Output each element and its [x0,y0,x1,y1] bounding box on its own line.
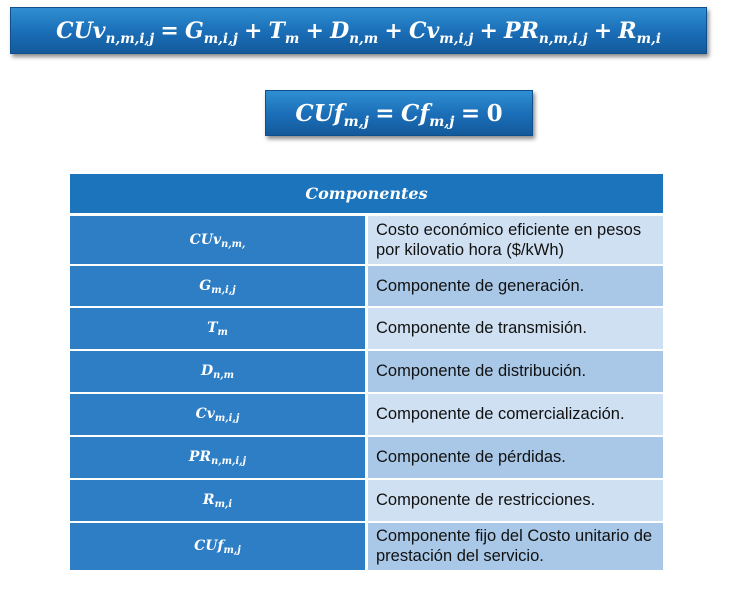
eq1-lhs: CUv$_{n,m,i,j}$ [56,17,155,47]
eq2-equals: = [375,99,395,127]
eq1-term-r: $R_{m,i}$ [618,17,661,47]
component-description: Componente de comercialización. [367,393,664,436]
eq1-term-cv: $Cv_{m,i,j}$ [408,17,474,47]
eq2-middle: $Cf_{m,j}$ [401,99,455,130]
component-symbol: $PR_{n,m,i,j}$ [70,436,367,479]
table-row [70,436,663,479]
eq1-term-d: $D_{n,m}$ [330,17,379,47]
component-symbol: $T_m$ [70,307,367,350]
components-table-header: Componentes [70,174,663,215]
table-row [70,479,663,522]
eq1-term-g: $G_{m,i,j}$ [184,17,238,47]
component-symbol: $Cv_{m,i,j}$ [70,393,367,436]
component-description: Costo económico eficiente en pesos por kilovatio hora ($/kWh) [367,215,664,265]
table-row [70,350,663,393]
table-row [70,393,663,436]
eq2-rhs: 0 [486,99,503,127]
component-description: Componente de distribución. [367,350,664,393]
components-table [70,174,663,570]
eq1-term-t: $T_m$ [268,17,300,47]
tariff-equation-variable [10,7,707,54]
eq1-plus: + [243,17,263,44]
component-description: Componente de generación. [367,265,664,307]
table-row [70,522,663,570]
eq1-plus: + [384,17,403,44]
eq1-plus: + [593,17,613,44]
component-description: Componente de restricciones. [367,479,664,522]
table-row [70,307,663,350]
eq1-equals: = [160,17,179,44]
component-symbol: CUf$_{m,j}$ [70,522,367,570]
eq2-lhs: CUf$_{m,j}$ [295,99,369,130]
eq2-equals: = [460,99,481,127]
eq1-plus: + [305,17,324,44]
component-description: Componente de transmisión. [367,307,664,350]
component-symbol: $D_{n,m}$ [70,350,367,393]
eq1-plus: + [479,17,498,44]
component-symbol: $R_{m,i}$ [70,479,367,522]
table-row [70,215,663,265]
tariff-equation-fixed [265,90,533,136]
component-symbol: CUv$_{n,m,}$ [70,215,367,265]
component-description: Componente fijo del Costo unitario de prestación del servicio. [367,522,664,570]
component-symbol: $G_{m,i,j}$ [70,265,367,307]
component-description: Componente de pérdidas. [367,436,664,479]
eq1-term-pr: $PR_{n,m,i,j}$ [504,17,588,47]
table-row [70,265,663,307]
